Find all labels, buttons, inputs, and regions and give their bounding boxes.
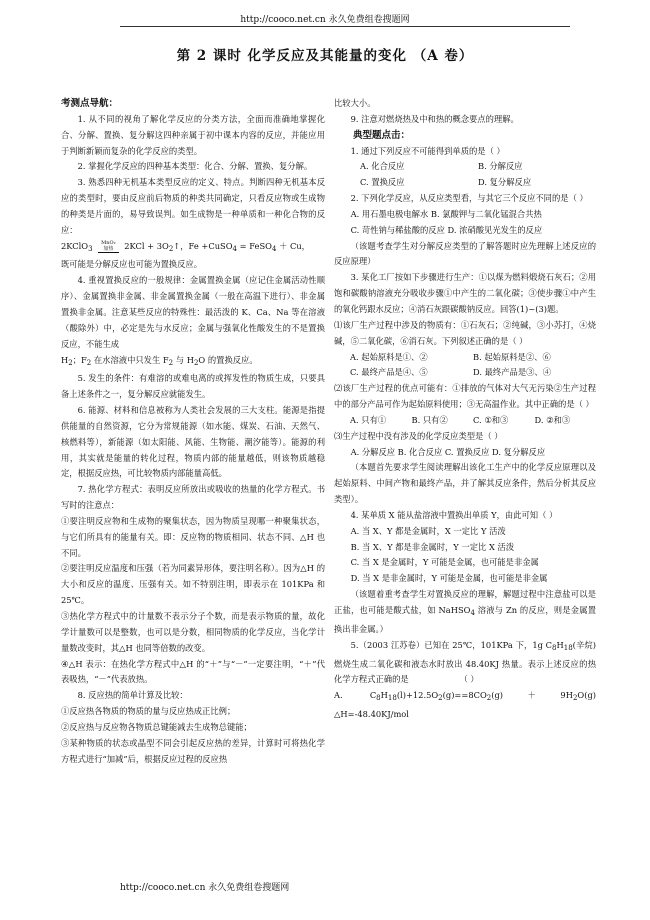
paragraph-3: 3. 熟悉四种无机基本类型反应的定义、特点。判断四种无机基本反应的类型时，要由反应前后物质的种类共同确定，只看反应物或生成物的种类是片面的，易导致误判。如生成物是一种单质和一种化合物的反应： bbox=[61, 177, 325, 235]
paragraph-8: 8. 反应热的简单计算及比较： bbox=[77, 690, 188, 701]
question-5-option-a: A. $C_8H_{18}(l)+12.5O_2(g)==8CO_2(g)+9H_2O(g)$ △H=-48.40KJ/mol bbox=[334, 690, 596, 720]
calc-1: ①反应热各物质的物质的量与反应热成正比例； bbox=[61, 706, 236, 717]
page-header bbox=[0, 12, 650, 25]
left-column bbox=[61, 96, 325, 767]
paragraph-5: 5. 发生的条件：有难溶的或难电离的或挥发性的物质生成，只要具备上述条件之一，复分解反应就能发生。 bbox=[61, 373, 325, 400]
page-footer bbox=[120, 880, 289, 893]
calc-3: ③某种物质的状态或晶型不同会引起反应热的差异，计算时可将热化学方程式进行“加减”后，根据反应过程的反应热 bbox=[61, 737, 325, 764]
question-4-option-c: C. 当 X 是金属时，Y 可能是金属，也可能是非金属 bbox=[350, 557, 539, 568]
question-2-options-cd: C. 苛性钠与稀盐酸的反应 D. 浓硝酸见光发生的反应 bbox=[350, 224, 543, 235]
question-1: 1. 通过下列反应不可能得到单质的是（ ） bbox=[350, 145, 505, 156]
question-3-1-options-cd bbox=[334, 365, 596, 381]
question-2-options-ab: A. 用石墨电极电解水 B. 氯酸钾与二氧化锰混合共热 bbox=[350, 208, 542, 219]
continued-text: 比较大小。 bbox=[334, 98, 376, 108]
note-2: ②要注明反应温度和压强（若为同素异形体，要注明名称）。因为△H 的大小和反应的温度、压强有关。如不特别注明，即表示在 101KPa 和 25℃。 bbox=[61, 563, 325, 606]
option: A. 只有① bbox=[350, 414, 387, 425]
paragraph-4-end: $H_2$；$F_2$ 在水溶液中只发生 $F_2$ 与 $H_2O$ 的置换反应。 bbox=[61, 354, 258, 367]
option: D. 复分解反应 bbox=[478, 177, 532, 188]
paragraph-3-end: 既可能是分解反应也可能为置换反应。 bbox=[61, 259, 203, 270]
option: C. 最终产品是④、⑤ bbox=[350, 367, 428, 378]
option: B. 分解反应 bbox=[478, 161, 523, 172]
page-title: 第 2 课时 化学反应及其能量的变化 （A 卷） bbox=[176, 48, 474, 64]
footer-tagline: 永久免费组卷搜题网 bbox=[208, 883, 290, 893]
paragraph-9: 9. 注意对燃烧热及中和热的概念要点的理解。 bbox=[350, 113, 519, 124]
paragraph-2: 2. 掌握化学反应的四种基本类型：化合、分解、置换、复分解。 bbox=[77, 161, 313, 172]
option: C. 置换反应 bbox=[360, 177, 405, 188]
paragraph-1: 1. 从不同的视角了解化学反应的分类方法，全面而准确地掌握化合、分解、置换、复分解这四种亲属于初中课本内容的反应，并能应用于判断新颖而复杂的化学反应的类型。 bbox=[61, 113, 325, 156]
question-2-note: （该题考查学生对分解反应类型的了解答题时应先理解上述反应的反应原理） bbox=[334, 240, 596, 267]
question-4-option-a: A. 当 X、Y 都是金属时，X 一定比 Y 活泼 bbox=[350, 525, 506, 536]
header-tagline: 永久免费组卷搜题网 bbox=[328, 15, 410, 25]
note-1: ①要注明反应物和生成物的聚集状态，因为物质呈现哪一种聚集状态，与它们所具有的能量有关。即：反应物的物质相同、状态不同、△H 也不同。 bbox=[61, 515, 325, 558]
question-3-note: （本题首先要求学生阅读理解出该化工生产中的化学反应原理以及起始原料、中间产物和最终产品，并了解其反应条件，然后分析其反应类型）。 bbox=[334, 462, 596, 505]
option: D. ②和③ bbox=[534, 414, 571, 425]
paragraph-6: 6. 能源、材料和信息被称为人类社会发展的三大支柱。能源是指提供能量的自然资源，它分为常规能源（如水能、煤炭、石油、天然气、核燃料等），新能源（如太阳能、风能、生物能、潮汐能等）。能源的利用，其实就是能量的转化过程，物质内部的能量越低，则该物质越稳定，根据反应热，可比较物质内部能量高低。 bbox=[61, 405, 325, 479]
note-3: ③热化学方程式中的计量数不表示分子个数，而是表示物质的量，故化学计量数可以是整数，也可以是分数，相同物质的化学反应，当化学计量数改变时，其△H 也同等倍数的改变。 bbox=[61, 611, 325, 653]
option: B. 只有② bbox=[411, 414, 448, 425]
question-4-note: （该题着重考查学生对置换反应的理解，解题过程中注意盐可以是正盐，也可能是酸式盐，如 NaHSO$_4$ 溶液与 Zn 的反应，则是金属置换出非金属。） bbox=[334, 589, 596, 634]
question-3-2: ⑵该厂生产过程的优点可能有：①排放的气体对大气无污染②生产过程中的部分产品可作为起始原料使用；③无高温作业。其中正确的是（ ） bbox=[334, 383, 596, 410]
reaction-condition: MnO₂ 加热 bbox=[98, 240, 118, 253]
question-3: 3. 某化工厂按如下步骤进行生产：①以煤为燃料煅烧石灰石；②用饱和碳酸钠溶液充分吸收步骤①中产生的二氧化碳；③使步骤①中产生的氧化钙跟水反应；④消石灰跟碳酸钠反应。回答(1)~(3)题。 bbox=[334, 272, 596, 314]
option: D. 最终产品是③、④ bbox=[473, 367, 552, 378]
option: A. 起始原料是①、② bbox=[350, 351, 428, 362]
right-column bbox=[334, 96, 596, 723]
option: C. ①和③ bbox=[473, 414, 509, 425]
question-4-option-b: B. 当 X、Y 都是非金属时，Y 一定比 X 活泼 bbox=[350, 541, 515, 552]
paragraph-4: 4. 重视置换反应的一般规律：金属置换金属（应记住金属活动性顺序）、金属置换非金属、非金属置换金属（一般在高温下进行）、非金属置换非金属。注意某些反应的特殊性：最活泼的 K、Ca、Na 等在溶液（酸除外）中，必定是先与水反应；金属与强氧化性酸发生的不是置换反应，不能生成 bbox=[61, 275, 325, 349]
question-3-3: ⑶生产过程中没有涉及的化学反应类型是（ ） bbox=[334, 430, 503, 441]
section-heading-guide: 考测点导航： bbox=[61, 98, 119, 109]
option: B. 起始原料是②、⑥ bbox=[473, 351, 551, 362]
section-heading-examples: 典型题点击： bbox=[353, 129, 411, 141]
paragraph-7: 7. 热化学方程式：表明反应所放出或吸收的热量的化学方程式。书写时的注意点： bbox=[61, 484, 325, 511]
question-4-option-d: D. 当 X 是非金属时，Y 可能是金属，也可能是非金属 bbox=[350, 573, 548, 584]
question-3-1-options-ab bbox=[334, 350, 596, 366]
footer-url[interactable]: http://cooco.net.cn bbox=[120, 883, 206, 893]
header-url[interactable]: http://cooco.net.cn bbox=[240, 15, 326, 25]
question-3-3-options: A. 分解反应 B. 化合反应 C. 置换反应 D. 复分解反应 bbox=[350, 446, 546, 457]
question-2: 2. 下列化学反应，从反应类型看，与其它三个反应不同的是（ ） bbox=[350, 193, 588, 204]
question-1-options-cd bbox=[334, 175, 596, 191]
question-5: 5.（2003 江苏卷）已知在 25℃，101KPa 下，1g $C_8H_{18}$(辛烷)燃烧生成二氧化碳和液态水时放出 48.40KJ 热量。表示上述反应的热化学方程式正确的是 （ ） bbox=[334, 639, 596, 685]
question-3-2-options bbox=[334, 413, 596, 429]
calc-2: ②反应热与反应物各物质总键能减去生成物总键能； bbox=[61, 721, 252, 732]
question-1-options-ab bbox=[334, 159, 596, 175]
question-4: 4. 某单质 X 能从盐溶液中置换出单质 Y，由此可知（ ） bbox=[350, 509, 558, 520]
note-4: ④△H 表示：在热化学方程式中△H 的“＋”与“－”一定要注明，“＋”代表吸热，“－”代表放热。 bbox=[61, 658, 325, 685]
equation-line: 2KClO$_3$ MnO₂ 加热 $2KCl + 3O_2↑$，Fe +CuSO$_4$ = FeSO$_4$ ＋ Cu， bbox=[61, 239, 310, 253]
question-3-1: ⑴该厂生产过程中涉及的物质有：①石灰石；②纯碱，③小苏打，④烧碱，⑤二氧化碳，⑥消石灰。下列叙述正确的是（ ） bbox=[334, 319, 596, 346]
option: A. 化合反应 bbox=[360, 161, 405, 172]
header-rule bbox=[120, 26, 570, 27]
